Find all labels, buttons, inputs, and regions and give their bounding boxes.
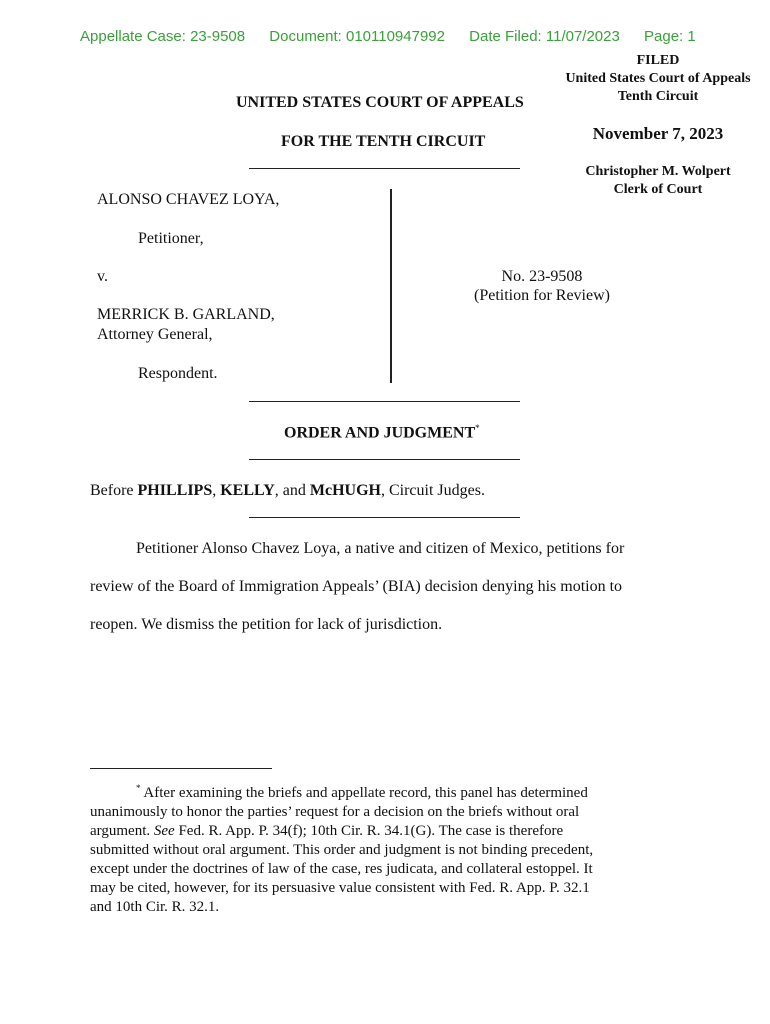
filed-label: FILED: [636, 53, 680, 68]
case-number: No. 23-9508: [501, 268, 583, 285]
document-number-header: Document: 010110947992: [269, 28, 445, 45]
footnote-line: may be cited, however, for its persuasive value consistent with Fed. R. App. P. 32.1: [90, 880, 590, 896]
body-line: review of the Board of Immigration Appeals’ (BIA) decision denying his motion to: [90, 578, 623, 595]
judge-name: PHILLIPS: [137, 482, 213, 499]
divider-rule: [249, 168, 520, 169]
body-line: Petitioner Alonso Chavez Loya, a native and citizen of Mexico, petitions for: [136, 540, 625, 557]
footnote-text: argument.: [90, 823, 154, 839]
petitioner-name: ALONSO CHAVEZ LOYA,: [97, 191, 280, 208]
footnote-text: Fed. R. App. P. 34(f); 10th Cir. R. 34.1(G). The case is therefore: [174, 823, 564, 839]
panel-suffix: , Circuit Judges.: [380, 482, 485, 499]
footnote-text: After examining the briefs and appellate record, this panel has determined: [140, 785, 588, 801]
footnote-marker: *: [136, 783, 141, 793]
filed-stamp: [552, 52, 764, 106]
clerk-block: [552, 163, 764, 199]
clerk-name: Christopher M. Wolpert: [585, 164, 731, 179]
order-title: [284, 423, 480, 442]
footnote-line: [90, 822, 690, 841]
panel-before: Before: [90, 482, 138, 499]
divider-rule: [249, 517, 520, 518]
filed-date: November 7, 2023: [592, 124, 724, 143]
footnote-line: submitted without oral argument. This order and judgment is not binding precedent,: [90, 842, 594, 858]
footnote-marker: *: [475, 423, 480, 433]
footnote: [90, 779, 690, 917]
case-type: (Petition for Review): [474, 287, 610, 304]
footnote-line: and 10th Cir. R. 32.1.: [90, 899, 220, 915]
circuit-name: FOR THE TENTH CIRCUIT: [281, 133, 486, 150]
clerk-title: Clerk of Court: [613, 182, 703, 197]
stamp-circuit: Tenth Circuit: [617, 89, 699, 104]
filing-header: [80, 28, 716, 45]
respondent-role: Respondent.: [138, 365, 218, 382]
panel-sep: ,: [212, 482, 221, 499]
citation-signal: See: [153, 823, 175, 839]
panel-line: [90, 482, 485, 500]
respondent-name: MERRICK B. GARLAND,: [97, 306, 275, 323]
court-name: UNITED STATES COURT OF APPEALS: [236, 94, 524, 111]
versus: v.: [97, 268, 108, 285]
case-number-header: Appellate Case: 23-9508: [80, 28, 246, 45]
date-filed-header: Date Filed: 11/07/2023: [469, 28, 620, 45]
petitioner-role: Petitioner,: [138, 230, 204, 247]
respondent-title: Attorney General,: [97, 326, 213, 343]
judge-name: McHUGH: [309, 482, 381, 499]
divider-rule: [249, 459, 520, 460]
body-line: reopen. We dismiss the petition for lack of jurisdiction.: [90, 616, 443, 633]
stamp-court: United States Court of Appeals: [565, 71, 751, 86]
panel-sep: , and: [274, 482, 310, 499]
footnote-line: [90, 779, 690, 803]
footnote-line: except under the doctrines of law of the case, res judicata, and collateral estoppel. It: [90, 861, 593, 877]
divider-rule: [249, 401, 520, 402]
footnote-line: unanimously to honor the parties’ request for a decision on the briefs without oral: [90, 804, 580, 820]
footnote-rule: [90, 768, 272, 769]
order-title-text: ORDER AND JUDGMENT: [284, 424, 476, 442]
judge-name: KELLY: [220, 482, 275, 499]
caption-divider: [390, 189, 392, 383]
page-number-header: Page: 1: [644, 28, 696, 45]
